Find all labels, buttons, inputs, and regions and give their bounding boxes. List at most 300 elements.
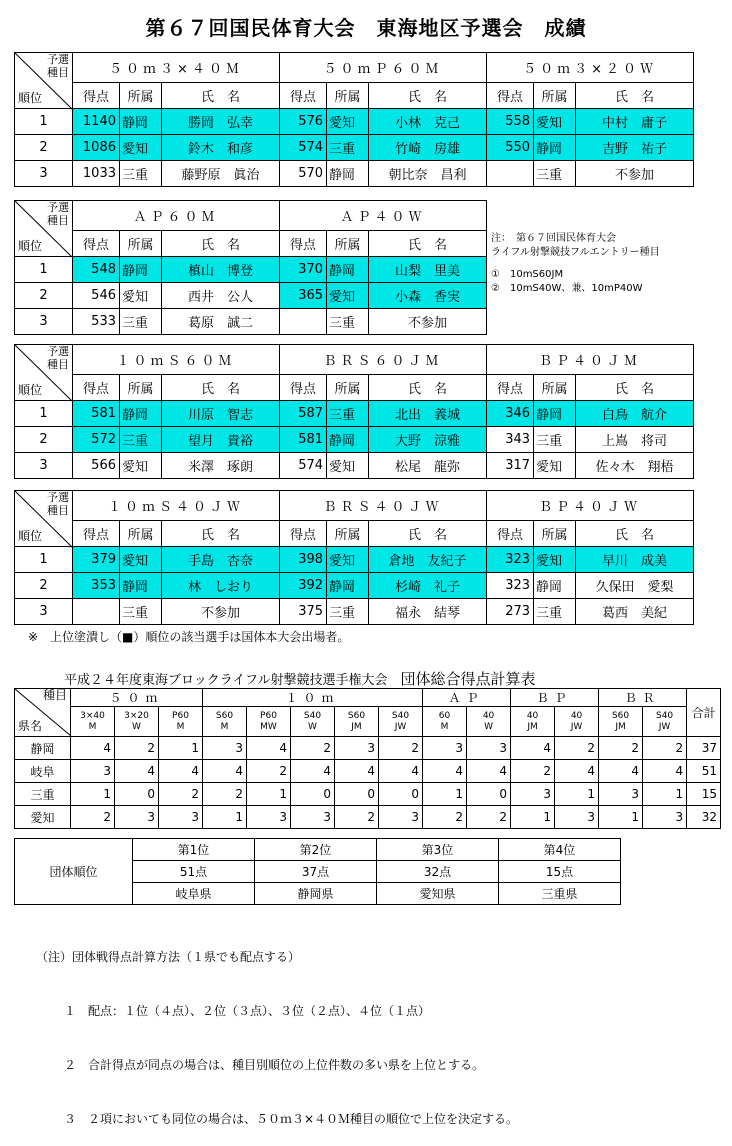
point-cell: 0 [291, 783, 335, 806]
event-sub-header [335, 707, 379, 737]
event-sub-header [511, 707, 555, 737]
affiliation-cell: 愛知 [534, 547, 576, 573]
prefecture-cell: 静岡 [15, 737, 71, 760]
athlete-name-cell: 葛西 美紀 [576, 599, 694, 625]
result-row [15, 453, 694, 479]
event-name: ＢＲＳ６０ＪＭ [280, 345, 487, 375]
affiliation-cell: 静岡 [120, 573, 162, 599]
ranking-pref-cell: 愛知県 [377, 883, 499, 905]
team-title-event: 平成２４年度東海ブロックライフル射撃競技選手権大会 [64, 673, 401, 688]
col-name-header: 氏 名 [162, 521, 280, 547]
athlete-name-cell: 小林 克己 [369, 109, 487, 135]
event-name: ＡＰ４０Ｗ [280, 201, 487, 231]
sub-header-line: 3×20 [124, 710, 149, 721]
point-cell: 4 [379, 760, 423, 783]
point-cell: 4 [599, 760, 643, 783]
ranking-points-cell: 32点 [377, 861, 499, 883]
result-row [15, 401, 694, 427]
score-cell: 572 [73, 427, 120, 453]
sub-header-line: S40 [655, 710, 674, 721]
athlete-name-cell: 福永 結琴 [369, 599, 487, 625]
point-cell: 2 [247, 760, 291, 783]
point-cell: 0 [467, 783, 511, 806]
scoring-method [36, 912, 518, 1146]
col-name-header: 氏 名 [369, 375, 487, 401]
rank-cell: 3 [15, 599, 73, 625]
point-cell: 1 [159, 737, 203, 760]
col-name-header: 氏 名 [576, 83, 694, 109]
col-affil-header: 所属 [120, 521, 162, 547]
affiliation-cell: 愛知 [327, 109, 369, 135]
athlete-name-cell: 不参加 [369, 309, 487, 335]
athlete-name-cell: 葛原 誠二 [162, 309, 280, 335]
point-cell: 3 [555, 806, 599, 829]
result-table [14, 490, 694, 625]
corner-cell [15, 345, 73, 401]
athlete-name-cell: 山梨 里美 [369, 257, 487, 283]
result-row [15, 135, 694, 161]
sub-header-line: JM [351, 721, 362, 732]
point-cell: 1 [555, 783, 599, 806]
affiliation-cell: 愛知 [327, 547, 369, 573]
sub-header-line: W [484, 721, 493, 732]
point-cell: 4 [335, 760, 379, 783]
point-cell: 0 [335, 783, 379, 806]
affiliation-cell: 愛知 [120, 135, 162, 161]
corner-rank-label: 順位 [18, 91, 43, 105]
event-group-header: ５０ｍ [71, 689, 203, 707]
event-group-header: １０ｍ [203, 689, 423, 707]
team-row [15, 783, 721, 806]
affiliation-cell: 愛知 [120, 453, 162, 479]
event-sub-header [115, 707, 159, 737]
affiliation-cell: 愛知 [327, 283, 369, 309]
corner-rank-label: 順位 [18, 383, 43, 397]
result-row [15, 309, 487, 335]
col-affil-header: 所属 [327, 521, 369, 547]
score-cell: 317 [487, 453, 534, 479]
score-cell: 398 [280, 547, 327, 573]
corner-cell [15, 201, 73, 257]
affiliation-cell: 静岡 [534, 135, 576, 161]
point-cell: 1 [71, 783, 115, 806]
col-name-header: 氏 名 [162, 231, 280, 257]
ranking-label: 団体順位 [15, 839, 133, 905]
athlete-name-cell: 倉地 友紀子 [369, 547, 487, 573]
point-cell: 3 [511, 783, 555, 806]
sub-header-line: S60 [347, 710, 366, 721]
score-cell: 558 [487, 109, 534, 135]
col-affil-header: 所属 [327, 231, 369, 257]
ranking-points-cell: 51点 [133, 861, 255, 883]
sub-header-line: MW [260, 721, 277, 732]
col-affil-header: 所属 [534, 375, 576, 401]
score-cell: 574 [280, 135, 327, 161]
event-name: ＡＰ６０Ｍ [73, 201, 280, 231]
athlete-name-cell: 川原 智志 [162, 401, 280, 427]
rank-cell: 1 [15, 547, 73, 573]
result-table [14, 52, 694, 187]
athlete-name-cell: 北出 義城 [369, 401, 487, 427]
corner-cell [15, 491, 73, 547]
rank-cell: 2 [15, 135, 73, 161]
athlete-name-cell: 松尾 龍弥 [369, 453, 487, 479]
ranking-row [15, 839, 621, 861]
score-cell [73, 599, 120, 625]
point-cell: 1 [511, 806, 555, 829]
event-sub-header [203, 707, 247, 737]
athlete-name-cell: 米澤 琢朗 [162, 453, 280, 479]
rank-cell: 2 [15, 427, 73, 453]
athlete-name-cell: 久保田 愛梨 [576, 573, 694, 599]
col-score-header: 得点 [487, 375, 534, 401]
total-header: 合計 [687, 689, 721, 737]
rank-cell: 3 [15, 309, 73, 335]
affiliation-cell: 三重 [534, 599, 576, 625]
sub-header-line: M [440, 721, 449, 732]
sub-header-line: S60 [215, 710, 234, 721]
athlete-name-cell: 早川 成美 [576, 547, 694, 573]
score-cell: 323 [487, 547, 534, 573]
event-group-header: ＡＰ [423, 689, 511, 707]
col-score-header: 得点 [280, 521, 327, 547]
col-name-header: 氏 名 [369, 83, 487, 109]
page-title: 第６７回国民体育大会 東海地区予選会 成績 [145, 16, 587, 40]
score-cell [280, 309, 327, 335]
team-ranking-table [14, 838, 621, 905]
sub-header-line: P60 [172, 710, 189, 721]
col-name-header: 氏 名 [576, 521, 694, 547]
prefecture-cell: 三重 [15, 783, 71, 806]
ranking-place-cell: 第3位 [377, 839, 499, 861]
corner-event-label: 予選 種目 [47, 53, 69, 79]
affiliation-cell: 三重 [327, 401, 369, 427]
affiliation-cell: 静岡 [534, 573, 576, 599]
ranking-place-cell: 第1位 [133, 839, 255, 861]
point-cell: 4 [423, 760, 467, 783]
corner-rank-label: 順位 [18, 239, 43, 253]
sub-header-line: M [88, 721, 97, 732]
point-cell: 3 [203, 737, 247, 760]
point-cell: 2 [511, 760, 555, 783]
result-row [15, 283, 487, 309]
event-sub-header [643, 707, 687, 737]
event-name: ＢＰ４０ＪＷ [487, 491, 694, 521]
rank-cell: 3 [15, 453, 73, 479]
score-cell: 533 [73, 309, 120, 335]
sub-header-line: JW [394, 721, 407, 732]
affiliation-cell: 愛知 [120, 547, 162, 573]
qualifier-footnote: ※ 上位塗潰し（■）順位の該当選手は国体本大会出場者。 [28, 630, 350, 644]
point-cell: 1 [643, 783, 687, 806]
athlete-name-cell: 佐々木 翔梧 [576, 453, 694, 479]
affiliation-cell: 三重 [534, 427, 576, 453]
sub-header-line: S60 [611, 710, 630, 721]
corner-rank-label: 順位 [18, 529, 43, 543]
point-cell: 2 [423, 806, 467, 829]
prefecture-cell: 岐阜 [15, 760, 71, 783]
result-row [15, 161, 694, 187]
athlete-name-cell: 不参加 [576, 161, 694, 187]
athlete-name-cell: 望月 貴裕 [162, 427, 280, 453]
athlete-name-cell: 竹崎 房雄 [369, 135, 487, 161]
event-name: ５０ｍ３×２０Ｗ [487, 53, 694, 83]
sub-header-line: JW [570, 721, 583, 732]
note-line: ライフル射撃競技フルエントリー種目 [491, 247, 660, 258]
total-cell: 51 [687, 760, 721, 783]
athlete-name-cell: 白鳥 航介 [576, 401, 694, 427]
athlete-name-cell: 林 しおり [162, 573, 280, 599]
col-name-header: 氏 名 [369, 521, 487, 547]
note-line: 注： 第６７回国民体育大会 [491, 233, 616, 244]
event-group-header: ＢＲ [599, 689, 687, 707]
ranking-pref-cell: 静岡県 [255, 883, 377, 905]
score-cell: 574 [280, 453, 327, 479]
affiliation-cell: 静岡 [327, 573, 369, 599]
point-cell: 4 [511, 737, 555, 760]
affiliation-cell: 静岡 [120, 401, 162, 427]
col-name-header: 氏 名 [162, 83, 280, 109]
event-name: １０ｍＳ６０Ｍ [73, 345, 280, 375]
sub-header-line: 60 [438, 710, 451, 721]
point-cell: 2 [291, 737, 335, 760]
score-cell: 587 [280, 401, 327, 427]
rank-cell: 1 [15, 401, 73, 427]
affiliation-cell: 愛知 [327, 453, 369, 479]
event-name: １０ｍＳ４０ＪＷ [73, 491, 280, 521]
event-sub-header [71, 707, 115, 737]
rank-cell: 2 [15, 573, 73, 599]
event-name: ５０ｍＰ６０Ｍ [280, 53, 487, 83]
point-cell: 0 [379, 783, 423, 806]
affiliation-cell: 静岡 [120, 257, 162, 283]
sub-header-line: 40 [482, 710, 495, 721]
point-cell: 2 [467, 806, 511, 829]
score-cell: 576 [280, 109, 327, 135]
point-cell: 1 [203, 806, 247, 829]
point-cell: 1 [423, 783, 467, 806]
team-corner-event-label: 種目 [42, 688, 67, 702]
result-row [15, 257, 487, 283]
point-cell: 3 [467, 737, 511, 760]
corner-event-label: 予選 種目 [47, 491, 69, 517]
athlete-name-cell: 手島 杏奈 [162, 547, 280, 573]
corner-cell [15, 53, 73, 109]
affiliation-cell: 愛知 [534, 109, 576, 135]
athlete-name-cell: 朝比奈 昌利 [369, 161, 487, 187]
prefecture-cell: 愛知 [15, 806, 71, 829]
point-cell: 4 [247, 737, 291, 760]
ranking-pref-cell: 岐阜県 [133, 883, 255, 905]
note-line: ② 10mS40W、兼、10mP40W [491, 283, 643, 294]
col-name-header: 氏 名 [369, 231, 487, 257]
event-sub-header [599, 707, 643, 737]
note-line: ① 10mS60JM [491, 269, 564, 280]
result-row [15, 573, 694, 599]
athlete-name-cell: 勝岡 弘幸 [162, 109, 280, 135]
sub-header-line: 3×40 [80, 710, 105, 721]
ranking-pref-cell: 三重県 [499, 883, 621, 905]
score-cell: 392 [280, 573, 327, 599]
score-cell: 273 [487, 599, 534, 625]
total-cell: 15 [687, 783, 721, 806]
point-cell: 3 [291, 806, 335, 829]
athlete-name-cell: 杉崎 礼子 [369, 573, 487, 599]
score-cell: 550 [487, 135, 534, 161]
method-item: ３ ２項においても同位の場合は、５０ｍ３×４０Ｍ種目の順位で上位を決定する。 [64, 1112, 519, 1126]
team-score-table [14, 688, 721, 829]
score-cell: 346 [487, 401, 534, 427]
col-name-header: 氏 名 [576, 375, 694, 401]
rank-cell: 2 [15, 283, 73, 309]
score-cell: 581 [280, 427, 327, 453]
event-group-header: ＢＰ [511, 689, 599, 707]
athlete-name-cell: 中村 庸子 [576, 109, 694, 135]
point-cell: 3 [599, 783, 643, 806]
total-cell: 32 [687, 806, 721, 829]
athlete-name-cell: 不参加 [162, 599, 280, 625]
team-row [15, 760, 721, 783]
ranking-points-cell: 15点 [499, 861, 621, 883]
athlete-name-cell: 吉野 祐子 [576, 135, 694, 161]
point-cell: 3 [379, 806, 423, 829]
score-cell: 375 [280, 599, 327, 625]
score-cell: 581 [73, 401, 120, 427]
col-affil-header: 所属 [120, 83, 162, 109]
score-cell: 548 [73, 257, 120, 283]
col-affil-header: 所属 [534, 521, 576, 547]
rank-cell: 1 [15, 109, 73, 135]
score-cell: 546 [73, 283, 120, 309]
affiliation-cell: 静岡 [327, 427, 369, 453]
athlete-name-cell: 鈴木 和彦 [162, 135, 280, 161]
sub-header-line: JW [658, 721, 671, 732]
result-row [15, 547, 694, 573]
affiliation-cell: 愛知 [534, 453, 576, 479]
col-affil-header: 所属 [120, 231, 162, 257]
point-cell: 3 [115, 806, 159, 829]
affiliation-cell: 静岡 [327, 257, 369, 283]
affiliation-cell: 三重 [120, 599, 162, 625]
event-sub-header [291, 707, 335, 737]
point-cell: 1 [599, 806, 643, 829]
score-cell: 379 [73, 547, 120, 573]
score-cell: 365 [280, 283, 327, 309]
result-table [14, 344, 694, 479]
score-cell: 1140 [73, 109, 120, 135]
corner-event-label: 予選 種目 [47, 201, 69, 227]
point-cell: 2 [335, 806, 379, 829]
entry-note [491, 232, 660, 296]
col-score-header: 得点 [487, 521, 534, 547]
col-affil-header: 所属 [327, 375, 369, 401]
point-cell: 1 [247, 783, 291, 806]
affiliation-cell: 三重 [120, 161, 162, 187]
ranking-points-cell: 37点 [255, 861, 377, 883]
affiliation-cell: 静岡 [534, 401, 576, 427]
affiliation-cell: 愛知 [120, 283, 162, 309]
col-name-header: 氏 名 [162, 375, 280, 401]
athlete-name-cell: 西井 公人 [162, 283, 280, 309]
event-sub-header [555, 707, 599, 737]
score-cell: 1086 [73, 135, 120, 161]
sub-header-line: M [220, 721, 229, 732]
point-cell: 2 [643, 737, 687, 760]
affiliation-cell: 三重 [120, 309, 162, 335]
sub-header-line: M [176, 721, 185, 732]
total-cell: 37 [687, 737, 721, 760]
athlete-name-cell: 槙山 博登 [162, 257, 280, 283]
affiliation-cell: 三重 [327, 309, 369, 335]
affiliation-cell: 静岡 [327, 161, 369, 187]
athlete-name-cell: 上嶌 将司 [576, 427, 694, 453]
event-name: ５０ｍ３×４０Ｍ [73, 53, 280, 83]
point-cell: 4 [467, 760, 511, 783]
method-item: １ 配点：１位（４点）、２位（３点）、３位（２点）、４位（１点） [64, 1004, 431, 1018]
col-affil-header: 所属 [120, 375, 162, 401]
point-cell: 3 [159, 806, 203, 829]
sub-header-line: S40 [391, 710, 410, 721]
score-cell: 323 [487, 573, 534, 599]
rank-cell: 1 [15, 257, 73, 283]
point-cell: 3 [423, 737, 467, 760]
result-row [15, 599, 694, 625]
affiliation-cell: 三重 [534, 161, 576, 187]
col-score-header: 得点 [73, 521, 120, 547]
event-sub-header [423, 707, 467, 737]
point-cell: 3 [71, 760, 115, 783]
score-cell: 353 [73, 573, 120, 599]
sub-header-line: W [132, 721, 141, 732]
point-cell: 3 [335, 737, 379, 760]
team-corner-cell [15, 689, 71, 737]
col-score-header: 得点 [280, 231, 327, 257]
result-row [15, 427, 694, 453]
col-score-header: 得点 [487, 83, 534, 109]
sub-header-line: JM [615, 721, 626, 732]
ranking-place-cell: 第2位 [255, 839, 377, 861]
affiliation-cell: 静岡 [120, 109, 162, 135]
event-sub-header [247, 707, 291, 737]
col-affil-header: 所属 [534, 83, 576, 109]
sub-header-line: P60 [260, 710, 277, 721]
point-cell: 2 [379, 737, 423, 760]
col-score-header: 得点 [73, 83, 120, 109]
affiliation-cell: 三重 [120, 427, 162, 453]
sub-header-line: S40 [303, 710, 322, 721]
sub-header-line: 40 [570, 710, 583, 721]
point-cell: 2 [555, 737, 599, 760]
point-cell: 4 [643, 760, 687, 783]
athlete-name-cell: 藤野原 眞治 [162, 161, 280, 187]
athlete-name-cell: 大野 涼雅 [369, 427, 487, 453]
method-item: ２ 合計得点が同点の場合は、種目別順位の上位件数の多い県を上位とする。 [64, 1058, 485, 1072]
score-cell: 1033 [73, 161, 120, 187]
team-corner-pref-label: 県名 [18, 719, 43, 733]
point-cell: 2 [203, 783, 247, 806]
score-cell: 343 [487, 427, 534, 453]
team-row [15, 806, 721, 829]
event-sub-header [159, 707, 203, 737]
point-cell: 4 [71, 737, 115, 760]
score-cell: 370 [280, 257, 327, 283]
sub-header-line: W [308, 721, 317, 732]
col-affil-header: 所属 [327, 83, 369, 109]
col-score-header: 得点 [73, 375, 120, 401]
col-score-header: 得点 [280, 83, 327, 109]
col-score-header: 得点 [280, 375, 327, 401]
point-cell: 3 [247, 806, 291, 829]
